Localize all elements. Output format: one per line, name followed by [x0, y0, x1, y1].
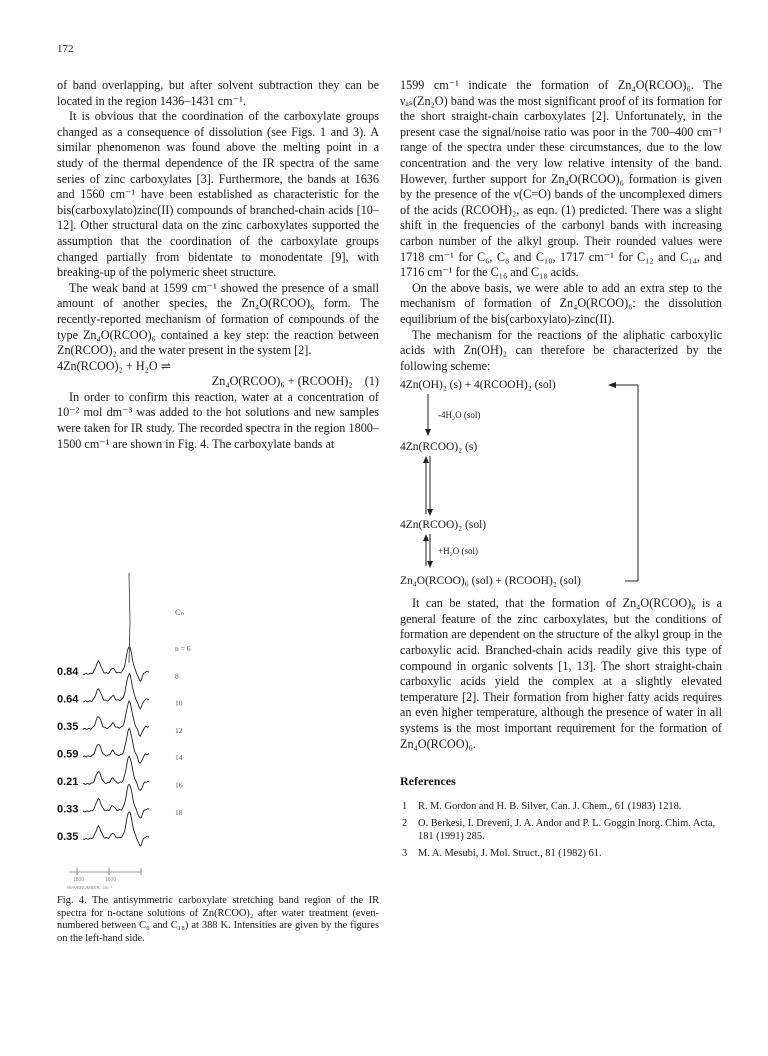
tick-label-1800: 1800: [73, 877, 85, 883]
carbon-number-label: 8: [175, 671, 179, 681]
scheme-arrow-label-2: +H₂O (sol): [438, 546, 478, 557]
page-number: 172: [57, 43, 74, 55]
figure-4: [57, 563, 379, 891]
paragraph: It can be stated, that the formation of Zn₄O(RCOO)₆ is a general feature of the zinc carboxylates, but the conditions of formation are dependent on the structure of the alkyl group in the carboxylic acid. Branched-chain acids readily give this type of compound in organic solvents [1, 13]. The short straight-chain carboxylic acids yield the complex at a slightly elevated temperature [2]. Their formation from higher fatty acids requires an even higher temperature, although the presence of water in all systems is the most important requirement for the formation of Zn₄O(RCOO)₆.: [400, 596, 722, 751]
intensity-label: 0.84: [57, 666, 79, 678]
carbon-number-label: n = 6: [175, 644, 191, 653]
figure-caption: Fig. 4. The antisymmetric carboxylate stretching band region of the IR spectra for n-octane solutions of Zn(RCOO)₂ after water treatment (even-numbered between C₆ and C₁₈) at 388 K. Intensities are given by the figures on the left-hand side.: [57, 895, 379, 944]
reference-number: 3: [402, 847, 408, 859]
scheme-step-1: 4Zn(OH)₂ (s) + 4(RCOOH)₂ (sol): [400, 379, 556, 392]
scheme-step-2: 4Zn(RCOO)₂ (s): [400, 441, 478, 454]
reference-text: M. A. Mesubi, J. Mol. Struct., 81 (1982) 61.: [418, 847, 602, 859]
reference-item: [400, 817, 722, 843]
scheme-arrow-label-1: -4H₂O (sol): [438, 410, 481, 421]
reference-item: [400, 847, 722, 860]
carbon-number-label: 16: [175, 780, 183, 790]
spectrum-trace: [83, 647, 149, 681]
paragraph: The mechanism for the reactions of the aliphatic carboxylic acids with Zn(OH)₂ can therefore be characterized by the following scheme:: [400, 327, 722, 373]
reference-item: [400, 800, 722, 813]
equation-rhs: Zn₄O(RCOO)₆ + (RCOOH)₂: [211, 374, 353, 389]
carbon-number-label: 12: [175, 725, 183, 735]
reference-text: R. M. Gordon and H. B. Silver, Can. J. Chem., 61 (1983) 1218.: [418, 800, 682, 812]
reference-text: O. Berkesi, I. Dreveni, J. A. Andor and P. L. Goggin Inorg. Chim. Acta, 181 (1991) 285.: [418, 817, 716, 842]
spectra-group: [83, 573, 149, 846]
reaction-scheme: [400, 378, 722, 588]
scheme-step-3: 4Zn(RCOO)₂ (sol): [400, 519, 487, 532]
intensity-label: 0.59: [57, 748, 79, 761]
paragraph: On the above basis, we were able to add an extra step to the mechanism of formation of Zn₄O(RCOO)₆: the dissolution equilibrium of the bis(carboxylato)-zinc(II).: [400, 280, 722, 326]
left-column: [57, 78, 379, 452]
right-column: [400, 78, 722, 864]
paragraph: The weak band at 1599 cm⁻¹ showed the presence of a small amount of another species, the Zn₄O(RCOO)₆ form. The recently-reported mechanism of formation of compounds of the type Zn₄O(RCOO)₆ contained a key step: the reaction between Zn(RCOO)₂ and the water present in the system [2].: [57, 280, 379, 358]
equation-line-1: 4Zn(RCOO)₂ + H₂O ⇌: [57, 358, 171, 373]
carbon-number-label: 18: [175, 807, 183, 817]
intensity-labels: [57, 666, 79, 843]
carbon-number-labels: [175, 644, 191, 817]
references-list: [400, 800, 722, 860]
carbon-number-label: 14: [175, 753, 183, 763]
paragraph: of band overlapping, but after solvent subtraction they can be located in the region 1436–1431 cm⁻¹.: [57, 78, 379, 108]
references-title: References: [400, 774, 456, 789]
x-axis-label: WAVENUMBER, cm⁻¹: [67, 885, 113, 890]
reference-number: 2: [402, 817, 408, 829]
intensity-label: 0.35: [57, 831, 79, 843]
equation-line-2: [57, 374, 379, 390]
ir-spectra-plot: [57, 563, 379, 891]
carbon-number-label: 10: [175, 698, 183, 708]
equation-number: (1): [364, 374, 379, 389]
intensity-label: 0.21: [57, 776, 79, 788]
spectrum-peak-guide: [129, 573, 130, 663]
tick-label-1600: 1600: [105, 877, 117, 883]
reference-number: 1: [402, 800, 408, 812]
paragraph: It is obvious that the coordination of the carboxylate groups changed as a consequence of dissolution (see Figs. 1 and 3). A similar phenomenon was found above the melting point in a study of the thermal dependence of the IR spectra of the same series of zinc carboxylates [3]. Furthermore, the bands at 1636 and 1560 cm⁻¹ have been established as characteristic for the bis(carboxylato)zinc(II) compounds of branched-chain acids [10–12]. Other structural data on the zinc carboxylates supported the assumption that the coordination of the carboxylate groups changed partially from bidentate to monodentate [9], with breaking-up of the polymeric sheet structure.: [57, 109, 379, 280]
cn-header: Cₙ: [175, 607, 185, 617]
scheme-step-4: Zn₄O(RCOO)₆ (sol) + (RCOOH)₂ (sol): [400, 575, 581, 588]
paragraph: 1599 cm⁻¹ indicate the formation of Zn₄O(RCOO)₆. The νₐₛ(Zn₂O) band was the most significant proof of its formation for the short straight-chain carboxylates [2]. Unfortunately, in the present case the signal/noise ratio was poor in the 700–400 cm⁻¹ range of the spectra under these circumstances, due to the low concentration and the very low relative intensity of the band. However, further support for Zn₄O(RCOO)₆ formation is given by the presence of the ν(C=O) bands of the uncomplexed dimers of the acids (RCOOH)₂, as eqn. (1) predicted. There was a slight shift in the frequencies of the carbonyl bands with increasing carbon number of the alkyl group. Their rounded values were 1718 cm⁻¹ for C₆, C₈ and C₁₀, 1717 cm⁻¹ for C₁₂ and C₁₄, and 1716 cm⁻¹ for the C₁₆ and C₁₈ acids.: [400, 78, 722, 280]
paragraph: In order to confirm this reaction, water at a concentration of 10⁻² mol dm⁻³ was added to the hot solutions and new samples were taken for IR study. The recorded spectra in the region 1800–1500 cm⁻¹ are shown in Fig. 4. The carboxylate bands at: [57, 389, 379, 451]
intensity-label: 0.33: [57, 803, 79, 816]
intensity-label: 0.64: [57, 693, 79, 706]
intensity-label: 0.35: [57, 721, 79, 733]
